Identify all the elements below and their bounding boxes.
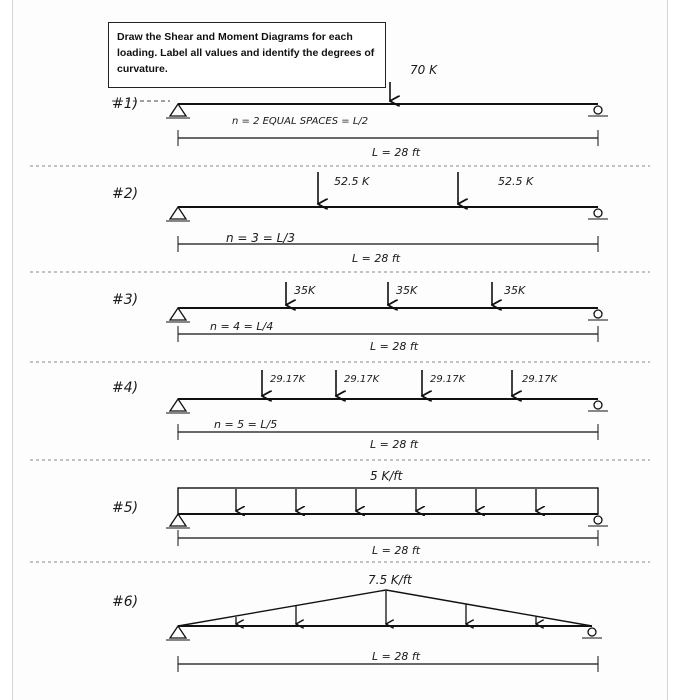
load-label: 35K (294, 284, 316, 297)
instructions-text: Draw the Shear and Moment Diagrams for each loading. Label all values and identify the degrees of curvature. (117, 31, 375, 75)
pin-support-icon (166, 626, 190, 640)
load-label: 52.5 K (334, 175, 370, 188)
load-label: 35K (504, 284, 526, 297)
roller-support-icon (588, 401, 608, 411)
distributed-load-arrows (236, 489, 536, 511)
pin-support-icon (166, 207, 190, 221)
roller-support-icon (588, 106, 608, 116)
pin-support-icon (166, 399, 190, 413)
load-label: 7.5 K/ft (368, 573, 412, 587)
load-label: 29.17K (270, 374, 306, 385)
problem-1-label: #1) (112, 96, 139, 112)
length-label: L = 28 ft (372, 650, 421, 663)
roller-support-icon (582, 628, 602, 638)
problem-6-label: #6) (112, 594, 139, 610)
problem-1 (30, 63, 650, 166)
load-label: 35K (396, 284, 418, 297)
length-label: L = 28 ft (372, 544, 421, 557)
load-label: 5 K/ft (370, 469, 403, 483)
triangular-load-outline (178, 590, 592, 626)
spacing-note: n = 5 = L/5 (214, 418, 278, 431)
distributed-load-box (178, 488, 598, 514)
load-label: 29.17K (522, 374, 558, 385)
pin-support-icon (166, 514, 190, 528)
problem-3 (30, 282, 650, 362)
pin-support-icon (166, 308, 190, 322)
length-label: L = 28 ft (370, 340, 419, 353)
problem-2 (30, 172, 650, 272)
load-label: 70 K (410, 63, 437, 77)
problem-4 (30, 370, 650, 460)
load-label: 29.17K (430, 374, 466, 385)
problem-6 (112, 573, 602, 672)
load-label: 52.5 K (498, 175, 534, 188)
problem-4-label: #4) (112, 380, 139, 396)
roller-support-icon (588, 516, 608, 526)
problem-5 (30, 469, 650, 562)
problem-2-label: #2) (112, 186, 139, 202)
problem-5-label: #5) (112, 500, 139, 516)
spacing-note: n = 3 = L/3 (226, 231, 295, 245)
spacing-note: n = 4 = L/4 (210, 320, 274, 333)
problem-3-label: #3) (112, 292, 139, 308)
length-label: L = 28 ft (372, 146, 421, 159)
load-label: 29.17K (344, 374, 380, 385)
length-label: L = 28 ft (370, 438, 419, 451)
roller-support-icon (588, 209, 608, 219)
roller-support-icon (588, 310, 608, 320)
pin-support-icon (166, 104, 190, 118)
length-label: L = 28 ft (352, 252, 401, 265)
spacing-note: n = 2 EQUAL SPACES = L/2 (232, 116, 369, 127)
